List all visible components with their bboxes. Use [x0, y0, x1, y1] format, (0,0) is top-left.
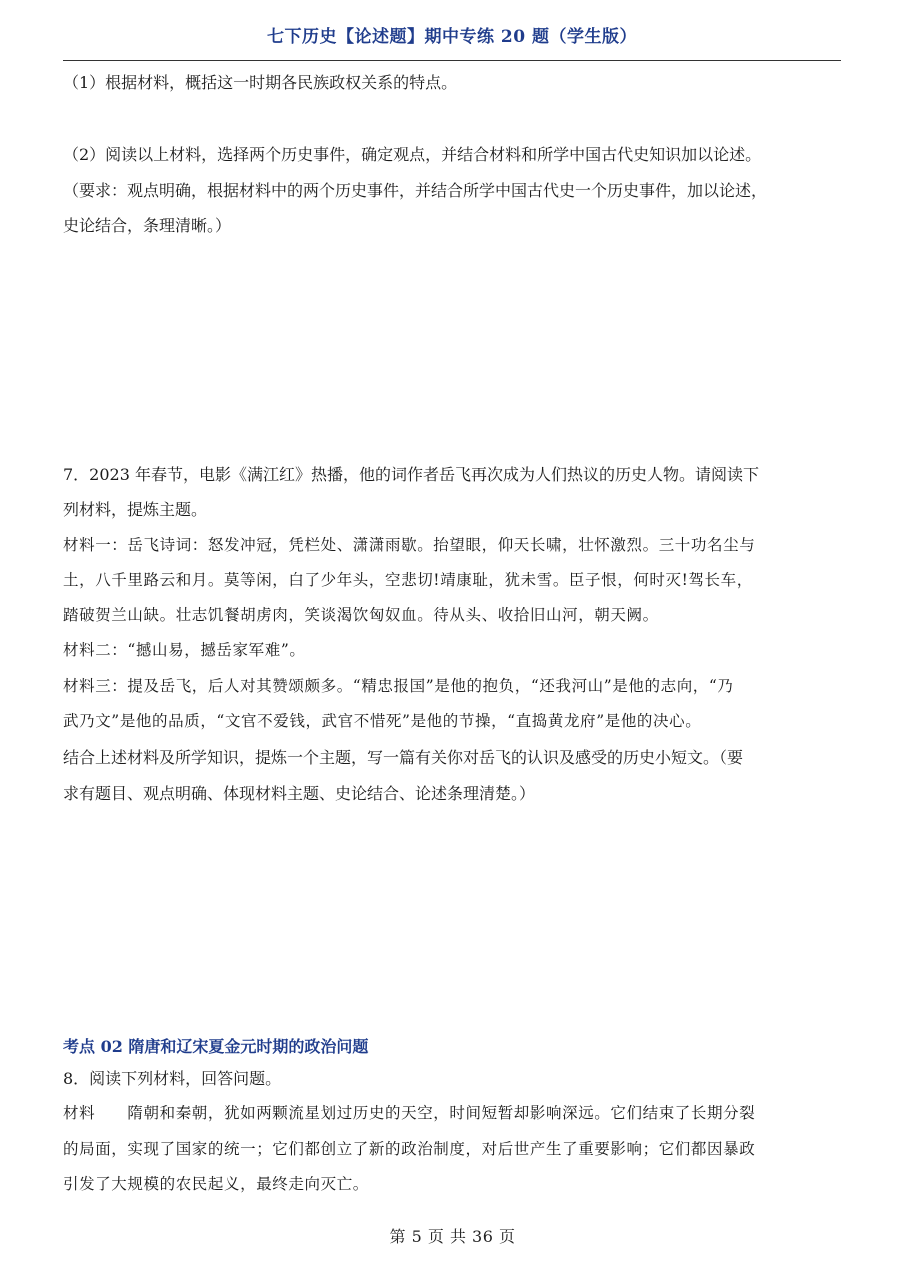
header-divider [63, 60, 841, 61]
material-3-line-2: 武乃文”是他的品质，“文官不爱钱，武官不惜死”是他的节操，“直捣黄龙府”是他的决心。 [63, 712, 702, 730]
section-heading: 考点 02 隋唐和辽宋夏金元时期的政治问题 [63, 1037, 369, 1056]
material-1-line-3: 踏破贺兰山缺。壮志饥餐胡虏肉，笑谈渴饮匈奴血。待从头、收拾旧山河，朝天阙。 [63, 606, 659, 624]
question-6-part-2: （2）阅读以上材料，选择两个历史事件，确定观点，并结合材料和所学中国古代史知识加以论述。 [63, 145, 762, 164]
page-number: 第 5 页 共 36 页 [389, 1227, 516, 1246]
question-6-requirement-line-2: 史论结合，条理清晰。） [63, 216, 232, 235]
question-8-material-line-1: 材料 隋朝和秦朝，犹如两颗流星划过历史的天空，时间短暂却影响深远。它们结束了长期分裂 [63, 1104, 756, 1122]
question-7-stem-line-1: 7．2023 年春节，电影《满江红》热播，他的词作者岳飞再次成为人们热议的历史人物。请阅读下 [63, 465, 759, 484]
document-header-title: 七下历史【论述题】期中专练 20 题（学生版） [267, 27, 637, 47]
question-7-task-line-1: 结合上述材料及所学知识，提炼一个主题，写一篇有关你对岳飞的认识及感受的历史小短文。（要 [63, 748, 744, 767]
material-1-line-2: 土，八千里路云和月。莫等闲，白了少年头，空悲切!靖康耻，犹未雪。臣子恨，何时灭!驾长车， [63, 571, 753, 589]
question-6-requirement-line-1: （要求：观点明确，根据材料中的两个历史事件，并结合所学中国古代史一个历史事件，加以论述， [63, 181, 768, 200]
material-1-line-1: 材料一：岳飞诗词：怒发冲冠，凭栏处、潇潇雨歇。抬望眼，仰天长啸，壮怀激烈。三十功名尘与 [63, 536, 756, 554]
question-7-stem-line-2: 列材料，提炼主题。 [63, 500, 208, 519]
question-7-task-line-2: 求有题目、观点明确、体现材料主题、史论结合、论述条理清楚。） [63, 784, 536, 803]
question-8-stem: 8．阅读下列材料，回答问题。 [63, 1069, 282, 1088]
material-3-line-1: 材料三：提及岳飞，后人对其赞颂颇多。“精忠报国”是他的抱负，“还我河山”是他的志向，“乃 [63, 677, 734, 695]
question-6-part-1: （1）根据材料，概括这一时期各民族政权关系的特点。 [63, 73, 458, 92]
question-8-material-line-2: 的局面，实现了国家的统一；它们都创立了新的政治制度，对后世产生了重要影响；它们都因暴政 [63, 1140, 756, 1158]
material-2: 材料二：“撼山易，撼岳家军难”。 [63, 641, 306, 659]
question-8-material-line-3: 引发了大规模的农民起义，最终走向灭亡。 [63, 1175, 369, 1193]
